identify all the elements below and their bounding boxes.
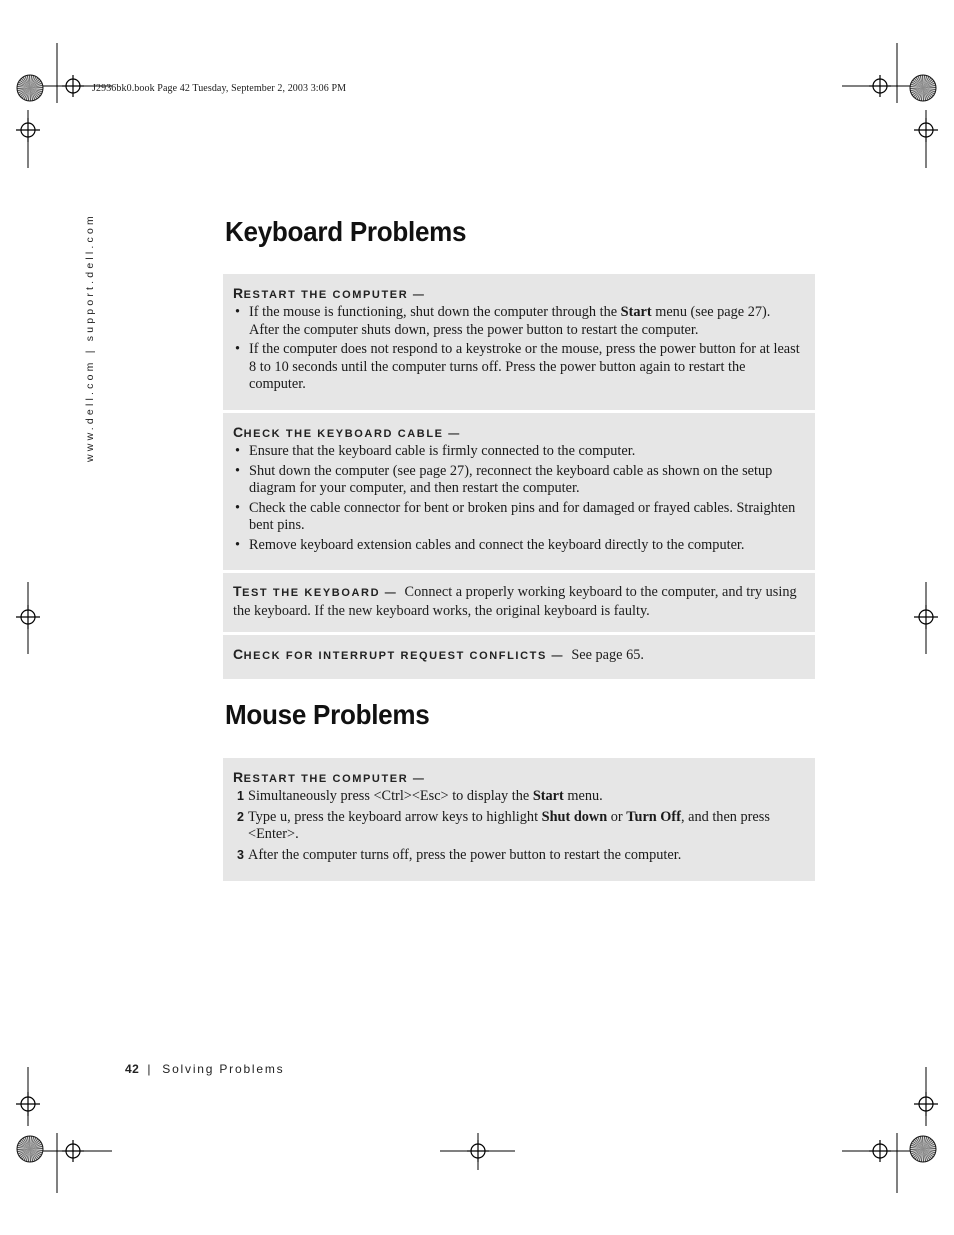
irq-conflicts-text: CHECK FOR INTERRUPT REQUEST CONFLICTS — See page 65. — [233, 646, 644, 663]
irq-conflicts-heading: CHECK FOR INTERRUPT REQUEST CONFLICTS — — [233, 646, 565, 662]
footer-separator: | — [147, 1062, 153, 1076]
list-item: • Shut down the computer (see page 27), reconnect the keyboard cable as shown on the setup diagram for your computer, and then restart the computer. — [235, 462, 773, 496]
list-item: • If the computer does not respond to a keystroke or the mouse, press the power button for at least 8 to 10 seconds until the computer turns off. Press the power button again to restart the computer. — [235, 341, 800, 392]
list-item: • Remove keyboard extension cables and connect the keyboard directly to the computer. — [235, 536, 745, 553]
list-item: • Check the cable connector for bent or broken pins and for damaged or frayed cables. Straighten bent pins. — [235, 499, 796, 533]
list-item: 1 Simultaneously press <Ctrl><Esc> to display the Start menu. — [237, 788, 603, 804]
mouse-problems-title: Mouse Problems — [225, 699, 430, 730]
test-keyboard-heading: TEST THE KEYBOARD — — [233, 583, 398, 599]
page-number: 42 — [125, 1062, 140, 1076]
sidebar-url-text: www.dell.com | support.dell.com — [84, 213, 96, 462]
keyboard-cable-panel — [223, 413, 815, 570]
test-keyboard-panel — [223, 573, 815, 632]
list-item: 2 Type u, press the keyboard arrow keys to highlight Shut down or Turn Off, and then press <Enter>. — [237, 808, 770, 842]
mouse-restart-panel — [223, 758, 815, 881]
mouse-restart-heading: RESTART THE COMPUTER — — [233, 769, 426, 785]
list-item: • If the mouse is functioning, shut down the computer through the Start menu (see page 27). After the computer shuts down, press the power button to restart the computer. — [235, 304, 771, 338]
list-item: 3 After the computer turns off, press the power button to restart the computer. — [237, 846, 682, 863]
keyboard-cable-heading: CHECK THE KEYBOARD CABLE — — [233, 424, 461, 440]
keyboard-problems-title: Keyboard Problems — [225, 216, 467, 247]
test-keyboard-text: TEST THE KEYBOARD — Connect a properly working keyboard to the computer, and try using the keyboard. If the new keyboard works, the original keyboard is faulty. — [233, 583, 797, 619]
page-footer — [125, 1062, 284, 1076]
keyboard-restart-heading: RESTART THE COMPUTER — — [233, 285, 426, 301]
footer-section-title: Solving Problems — [162, 1062, 285, 1076]
list-item: • Ensure that the keyboard cable is firmly connected to the computer. — [235, 443, 636, 459]
book-file-info: J2936bk0.book Page 42 Tuesday, September 2, 2003 3:06 PM — [92, 83, 347, 94]
keyboard-restart-panel — [223, 274, 815, 410]
irq-conflicts-panel — [223, 635, 815, 679]
